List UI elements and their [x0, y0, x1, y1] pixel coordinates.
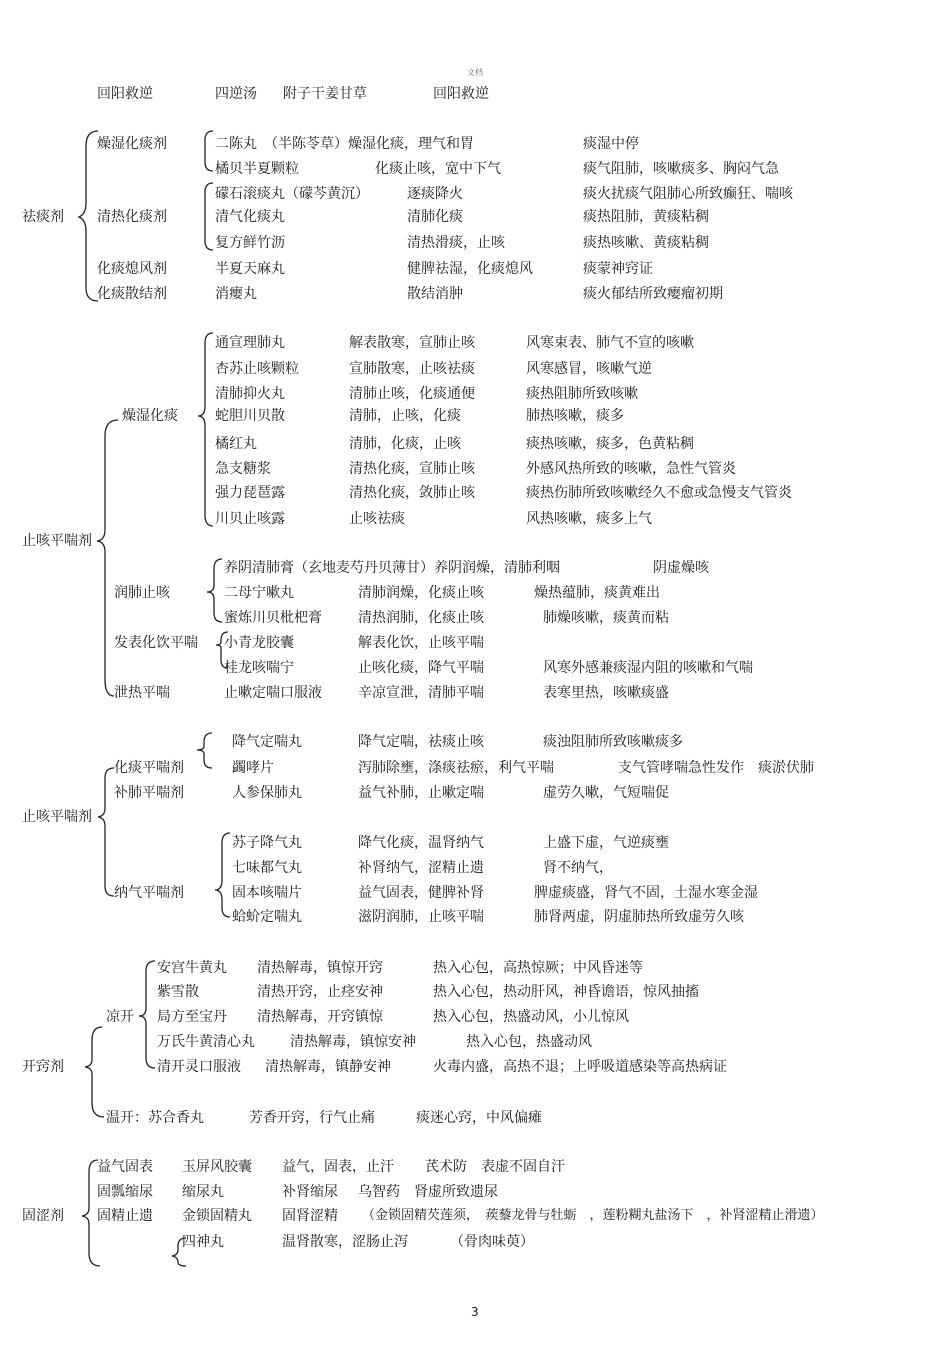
formula-ingredients: 附子干姜甘草 [283, 86, 367, 102]
formula-name: 复方鲜竹沥 [215, 235, 285, 251]
subcategory-label: 温开：苏合香丸 [106, 1110, 204, 1126]
formula-effect: 固肾涩精 [282, 1208, 338, 1224]
bracket [85, 1027, 104, 1117]
formula-name: 蜜炼川贝枇杷膏 [224, 610, 322, 626]
section-title: 开窍剂 [22, 1059, 64, 1075]
formula-indication: 痰湿中停 [583, 136, 639, 152]
formula-indication: 热入心包，热盛动风 [466, 1034, 592, 1050]
formula-indication: 虚劳久嗽，气短喘促 [543, 785, 669, 801]
formula-name: 蛇胆川贝散 [215, 408, 285, 424]
subcategory-label: 化痰熄风剂 [97, 261, 167, 277]
formula-name: 桂龙咳喘宁 [224, 660, 294, 676]
bracket [98, 768, 114, 896]
subcategory-label: 发表化饮平喘 [114, 635, 198, 651]
formula-name: 止嗽定喘口服液 [224, 685, 322, 701]
formula-name: 强力琵琶露 [215, 485, 285, 501]
section-title: 止咳平喘剂 [22, 533, 92, 549]
formula-name: 金锁固精丸 [182, 1208, 252, 1224]
formula-name: 清肺抑火丸 [215, 386, 285, 402]
formula-name: 清气化痰丸 [215, 209, 285, 225]
formula-indication: 痰热咳嗽、黄痰粘稠 [583, 235, 709, 251]
formula-name: 清开灵口服液 [157, 1059, 241, 1075]
bracket [205, 131, 213, 171]
formula-indication: 风寒外感兼痰湿内阻的咳嗽和气喘 [543, 660, 753, 676]
formula-name: 半夏天麻丸 [215, 261, 285, 277]
subcategory-label: 燥湿化痰 [122, 408, 178, 424]
formula-name: 杏苏止咳颗粒 [215, 361, 299, 377]
formula-effect: 清热化痰，敛肺止咳 [349, 485, 475, 501]
formula-indication: 痰火郁结所致瘿瘤初期 [583, 286, 723, 302]
formula-effect: 逐痰降火 [407, 186, 463, 202]
formula-effect: 健脾祛湿，化痰熄风 [407, 261, 533, 277]
formula-indication: 痰热阻肺，黄痰粘稠 [583, 209, 709, 225]
formula-indication: 火毒内盛，高热不退；上呼吸道感染等高热病证 [433, 1059, 727, 1075]
subcategory-label: 燥湿化痰剂 [97, 136, 167, 152]
formula-indication: 肾不纳气， [543, 860, 613, 876]
category-label: 回阳救逆 [97, 86, 153, 102]
formula-indication: 风寒束表、肺气不宣的咳嗽 [526, 335, 694, 351]
formula-effect: 泻肺除壅，涤痰祛瘀，利气平喘 [358, 760, 554, 776]
formula-effect: 降气定喘，祛痰止咳 [358, 734, 484, 750]
formula-indication: 痰气阻肺，咳嗽痰多、胸闷气急 [583, 161, 779, 177]
bracket [79, 131, 98, 301]
bracket [215, 833, 230, 917]
formula-effect: 清热解毒，镇惊开窍 [257, 960, 383, 976]
formula-effect: 回阳救逆 [433, 86, 489, 102]
formula-note: （骨肉味萸） [450, 1234, 534, 1250]
formula-indication: 痰热咳嗽，痰多，色黄粘稠 [526, 436, 694, 452]
formula-effect: 散结消肿 [407, 286, 463, 302]
formula-indication: 痰热阻肺所致咳嗽 [526, 386, 638, 402]
subcategory-label: 润肺止咳 [114, 585, 170, 601]
formula-indication: 痰火扰痰气阻肺心所致癫狂、喘咳 [583, 186, 793, 202]
formula-indication: 肺热咳嗽，痰多 [526, 408, 624, 424]
formula-effect: 宣肺散寒，止咳祛痰 [349, 361, 475, 377]
section-title: 祛痰剂 [22, 209, 64, 225]
formula-effect: 降气化痰，温肾纳气 [358, 835, 484, 851]
bracket [207, 559, 222, 622]
formula-indication: 外感风热所致的咳嗽，急性气管炎 [526, 461, 736, 477]
formula-indication: 燥热蕴肺，痰黄难出 [534, 585, 660, 601]
formula-indication: 脾虚痰盛，肾气不固，土湿水寒金湿 [534, 885, 758, 901]
formula-effect: 补肾缩尿 [282, 1184, 338, 1200]
formula-name: 缩尿丸 [182, 1184, 224, 1200]
formula-indication: 风热咳嗽，痰多上气 [526, 511, 652, 527]
subcategory-label: 补肺平喘剂 [114, 785, 184, 801]
formula-name: 川贝止咳露 [215, 511, 285, 527]
subcategory-label: 凉开 [106, 1009, 134, 1025]
formula-effect: 清热解毒，开窍镇惊 [257, 1009, 383, 1025]
formula-name: 二陈丸 （半陈苓草）燥湿化痰，理气和胃 [215, 136, 474, 152]
formula-indication: 风寒感冒，咳嗽气逆 [526, 361, 652, 377]
formula-name: 人参保肺丸 [232, 785, 302, 801]
subcategory-label: 泄热平喘 [114, 685, 170, 701]
formula-name: 蛤蚧定喘丸 [232, 909, 302, 925]
formula-effect: 芳香开窍，行气止痛 [249, 1110, 375, 1126]
formula-name: 养阴清肺膏（玄地麦芍丹贝薄甘）养阴润燥，清肺利咽 [224, 560, 560, 576]
formula-effect: 解表散寒，宣肺止咳 [349, 335, 475, 351]
formula-name: 七味都气丸 [232, 860, 302, 876]
formula-name: 二母宁嗽丸 [224, 585, 294, 601]
formula-note: 芪术防 表虚不固自汗 [425, 1159, 565, 1175]
subcategory-label: 益气固表 [97, 1159, 153, 1175]
formula-effect: 止咳祛痰 [349, 511, 405, 527]
formula-indication: 上盛下虚，气逆痰壅 [543, 835, 669, 851]
formula-effect: 化痰止咳，宽中下气 [375, 161, 501, 177]
bracket [97, 420, 118, 696]
formula-effect: 清肺，化痰，止咳 [349, 436, 461, 452]
formula-name: 消瘿丸 [215, 286, 257, 302]
formula-name: 四逆汤 [215, 86, 257, 102]
formula-name: 安宫牛黄丸 [157, 960, 227, 976]
subcategory-label: 固精止遗 [97, 1208, 153, 1224]
formula-indication: 热入心包，热盛动风，小儿惊风 [433, 1009, 629, 1025]
formula-name: 局方至宝丹 [157, 1009, 227, 1025]
formula-effect: 清热解毒，镇静安神 [265, 1059, 391, 1075]
formula-effect: 清热解毒，镇惊安神 [290, 1034, 416, 1050]
formula-indication: 痰热伤肺所致咳嗽经久不愈或急慢支气管炎 [526, 485, 792, 501]
formula-name: 降气定喘丸 [232, 734, 302, 750]
subcategory-label: 清热化痰剂 [97, 209, 167, 225]
formula-name: 橘贝半夏颗粒 [215, 161, 299, 177]
formula-name: 玉屏风胶囊 [182, 1159, 252, 1175]
subcategory-label: 纳气平喘剂 [114, 885, 184, 901]
formula-note: 乌智药 肾虚所致遗尿 [358, 1184, 498, 1200]
formula-indication: 肺燥咳嗽，痰黄而粘 [543, 610, 669, 626]
formula-indication: 表寒里热，咳嗽痰盛 [543, 685, 669, 701]
section-title: 止咳平喘剂 [22, 809, 92, 825]
bracket [205, 183, 213, 250]
formula-indication: 肺肾两虚，阴虚肺热所致虚劳久咳 [534, 909, 744, 925]
formula-effect: 益气，固表，止汗 [282, 1159, 394, 1175]
formula-effect: 益气补肺，止嗽定喘 [358, 785, 484, 801]
formula-effect: 益气固表，健脾补肾 [358, 885, 484, 901]
page-number: 3 [471, 1305, 479, 1319]
section-title: 固涩剂 [22, 1208, 64, 1224]
subcategory-label: 化痰散结剂 [97, 286, 167, 302]
formula-indication: 痰迷心窍，中风偏瘫 [416, 1110, 542, 1126]
formula-name: 蠲哮片 [232, 760, 274, 776]
formula-name: 通宣理肺丸 [215, 335, 285, 351]
formula-effect: 解表化饮，止咳平喘 [358, 635, 484, 651]
subcategory-label: 固瓢缩尿 [97, 1184, 153, 1200]
formula-indication: 阴虚燥咳 [653, 560, 709, 576]
bracket [198, 333, 213, 526]
formula-effect: 清肺润燥，化痰止咳 [358, 585, 484, 601]
formula-indication: 痰浊阻肺所致咳嗽痰多 [543, 734, 683, 750]
formula-name: 急支糖浆 [215, 461, 271, 477]
formula-effect: 滋阴润肺，止咳平喘 [358, 909, 484, 925]
formula-effect: 补肾纳气，涩精止遗 [358, 860, 484, 876]
formula-name: 小青龙胶囊 [224, 635, 294, 651]
formula-effect: 清热开窍，止痉安神 [257, 984, 383, 1000]
formula-indication: 热入心包，高热惊厥；中风昏迷等 [433, 960, 643, 976]
formula-effect: 止咳化痰，降气平喘 [358, 660, 484, 676]
bracket [197, 733, 212, 768]
formula-name: 苏子降气丸 [232, 835, 302, 851]
subcategory-label: 化痰平喘剂 [114, 760, 184, 776]
formula-name: 礞石滚痰丸（礞芩黄沉） [215, 186, 369, 202]
formula-name: 四神丸 [182, 1234, 224, 1250]
formula-name: 紫雪散 [157, 984, 199, 1000]
formula-name: 固本咳喘片 [232, 885, 302, 901]
formula-effect: 清热润肺，化痰止咳 [358, 610, 484, 626]
formula-indication: 热入心包，热动肝风，神昏谵语，惊风抽搐 [433, 984, 699, 1000]
formula-effect: 辛凉宣泄，清肺平喘 [358, 685, 484, 701]
formula-effect: 清肺化痰 [407, 209, 463, 225]
formula-effect: 清肺，止咳，化痰 [349, 408, 461, 424]
formula-effect: 清热化痰，宣肺止咳 [349, 461, 475, 477]
formula-indication: 支气管哮喘急性发作 痰淤伏肺 [618, 760, 814, 776]
formula-effect: 温肾散寒，涩肠止泻 [282, 1234, 408, 1250]
bracket [139, 961, 155, 1068]
page-header: 文档 [467, 68, 483, 77]
formula-effect: 清热滑痰，止咳 [407, 235, 505, 251]
formula-effect: 清肺止咳，化痰通便 [349, 386, 475, 402]
formula-indication: 痰蒙神窍证 [583, 261, 653, 277]
formula-note: （金锁固精芡莲须， 蒺藜龙骨与牡蛎 ，莲粉糊丸盐汤下 ，补肾涩精止滑遗） [362, 1208, 824, 1223]
formula-name: 万氏牛黄清心丸 [157, 1034, 255, 1050]
formula-name: 橘红丸 [215, 436, 257, 452]
